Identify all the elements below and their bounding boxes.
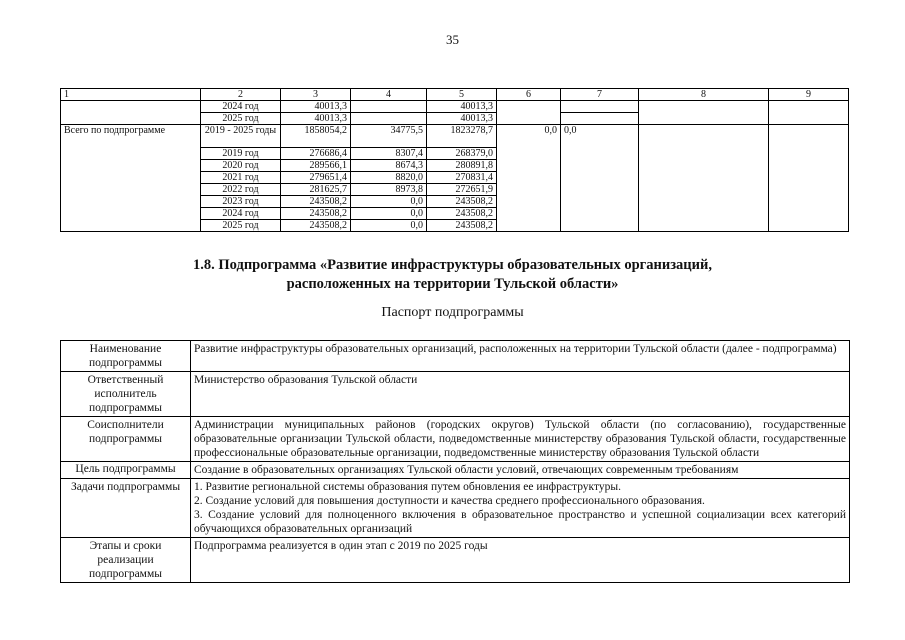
row-label: Всего по подпрограмме bbox=[61, 125, 201, 232]
value-cell: 243508,2 bbox=[427, 196, 497, 208]
col-header: 9 bbox=[769, 89, 849, 101]
empty-cell bbox=[561, 101, 639, 113]
value-cell: 243508,2 bbox=[281, 220, 351, 232]
year-cell: 2023 год bbox=[201, 196, 281, 208]
row-label: Ответственный исполнитель подпрограммы bbox=[61, 372, 191, 417]
row-label: Соисполнители подпрограммы bbox=[61, 417, 191, 462]
col-header: 6 bbox=[497, 89, 561, 101]
empty-cell bbox=[639, 125, 769, 232]
task-item: 1. Развитие региональной системы образования путем обновления ее инфраструктуры. bbox=[194, 481, 621, 493]
value-cell: 0,0 bbox=[351, 220, 427, 232]
table-row bbox=[61, 341, 850, 372]
empty-cell bbox=[769, 101, 849, 125]
page-number: 35 bbox=[446, 32, 459, 47]
value-cell bbox=[351, 113, 427, 125]
row-label: Задачи подпрограммы bbox=[61, 479, 191, 538]
value-cell: 280891,8 bbox=[427, 160, 497, 172]
empty-cell bbox=[497, 101, 561, 125]
col-header: 7 bbox=[561, 89, 639, 101]
empty-cell bbox=[639, 101, 769, 125]
section-title bbox=[0, 256, 905, 294]
value-cell: 40013,3 bbox=[281, 113, 351, 125]
row-value bbox=[191, 479, 850, 538]
value-cell bbox=[561, 125, 639, 232]
year-cell: 2020 год bbox=[201, 160, 281, 172]
table-row bbox=[61, 101, 849, 113]
empty-cell bbox=[769, 125, 849, 232]
value-cell: 243508,2 bbox=[281, 208, 351, 220]
col-header: 5 bbox=[427, 89, 497, 101]
value-cell: 40013,3 bbox=[281, 101, 351, 113]
value-cell: 0,0 bbox=[497, 125, 561, 232]
value-cell: 40013,3 bbox=[427, 113, 497, 125]
year-cell: 2019 год bbox=[201, 148, 281, 160]
passport-title: Паспорт подпрограммы bbox=[381, 305, 524, 320]
row-value: Администрации муниципальных районов (городских округов) Тульской области (по согласованию), государственные образовательные организации Тульской области, подведомственные министерству образования Тульской области, государственные профессиональные образовательные организации, подведомственные министерству образования Тульской области bbox=[191, 417, 850, 462]
value-cell: 8307,4 bbox=[351, 148, 427, 160]
value-cell: 281625,7 bbox=[281, 184, 351, 196]
row-value: Развитие инфраструктуры образовательных организаций, расположенных на территории Тульской области (далее - подпрограмма) bbox=[191, 341, 850, 372]
col-header: 4 bbox=[351, 89, 427, 101]
year-cell: 2024 год bbox=[201, 101, 281, 113]
value-cell: 0,0 bbox=[351, 196, 427, 208]
col-header: 3 bbox=[281, 89, 351, 101]
year-cell: 2025 год bbox=[201, 220, 281, 232]
value-cell: 34775,5 bbox=[351, 125, 427, 148]
table-row bbox=[61, 372, 850, 417]
value-cell: 279651,4 bbox=[281, 172, 351, 184]
row-label: Цель подпрограммы bbox=[61, 462, 191, 479]
value-cell: 276686,4 bbox=[281, 148, 351, 160]
year-cell: 2022 год bbox=[201, 184, 281, 196]
task-item: 3. Создание условий для полноценного включения в образовательное пространство и успешной социализации всех категорий обучающихся образовательных организаций bbox=[194, 509, 846, 535]
year-cell: 2019 - 2025 годы bbox=[201, 125, 281, 148]
table-header-row bbox=[61, 89, 849, 101]
table-row bbox=[61, 538, 850, 583]
row-value: Министерство образования Тульской области bbox=[191, 372, 850, 417]
row-value: Подпрограмма реализуется в один этап с 2019 по 2025 годы bbox=[191, 538, 850, 583]
row-label: Наименование подпрограммы bbox=[61, 341, 191, 372]
value-cell: 8820,0 bbox=[351, 172, 427, 184]
table-row bbox=[61, 462, 850, 479]
row-label: Этапы и сроки реализации подпрограммы bbox=[61, 538, 191, 583]
table-row bbox=[61, 417, 850, 462]
empty-cell bbox=[61, 101, 201, 125]
year-cell: 2025 год bbox=[201, 113, 281, 125]
value-cell: 243508,2 bbox=[427, 208, 497, 220]
section-title-line: расположенных на территории Тульской области» bbox=[286, 276, 619, 292]
table-row bbox=[61, 125, 849, 148]
value-cell: 289566,1 bbox=[281, 160, 351, 172]
empty-cell bbox=[561, 113, 639, 125]
value-cell bbox=[351, 101, 427, 113]
task-item: 2. Создание условий для повышения доступности и качества среднего профессионального образования. bbox=[194, 495, 705, 507]
col-header: 2 bbox=[201, 89, 281, 101]
value-cell: 8973,8 bbox=[351, 184, 427, 196]
col-header: 1 bbox=[61, 89, 201, 101]
value-cell: 1823278,7 bbox=[427, 125, 497, 148]
value-cell: 1858054,2 bbox=[281, 125, 351, 148]
section-title-line: 1.8. Подпрограмма «Развитие инфраструктуры образовательных организаций, bbox=[193, 257, 712, 273]
table-row bbox=[61, 479, 850, 538]
value-cell: 0,0 bbox=[351, 208, 427, 220]
value-cell: 272651,9 bbox=[427, 184, 497, 196]
value-cell: 243508,2 bbox=[281, 196, 351, 208]
col-header: 8 bbox=[639, 89, 769, 101]
row-value: Создание в образовательных организациях Тульской области условий, отвечающих современным требованиям bbox=[191, 462, 850, 479]
financing-table bbox=[60, 88, 849, 232]
value-cell: 40013,3 bbox=[427, 101, 497, 113]
year-cell: 2021 год bbox=[201, 172, 281, 184]
value-cell: 243508,2 bbox=[427, 220, 497, 232]
value-cell: 268379,0 bbox=[427, 148, 497, 160]
year-cell: 2024 год bbox=[201, 208, 281, 220]
value-cell: 8674,3 bbox=[351, 160, 427, 172]
value-cell: 270831,4 bbox=[427, 172, 497, 184]
passport-table bbox=[60, 340, 850, 583]
value-text: 0,0 bbox=[564, 125, 577, 136]
